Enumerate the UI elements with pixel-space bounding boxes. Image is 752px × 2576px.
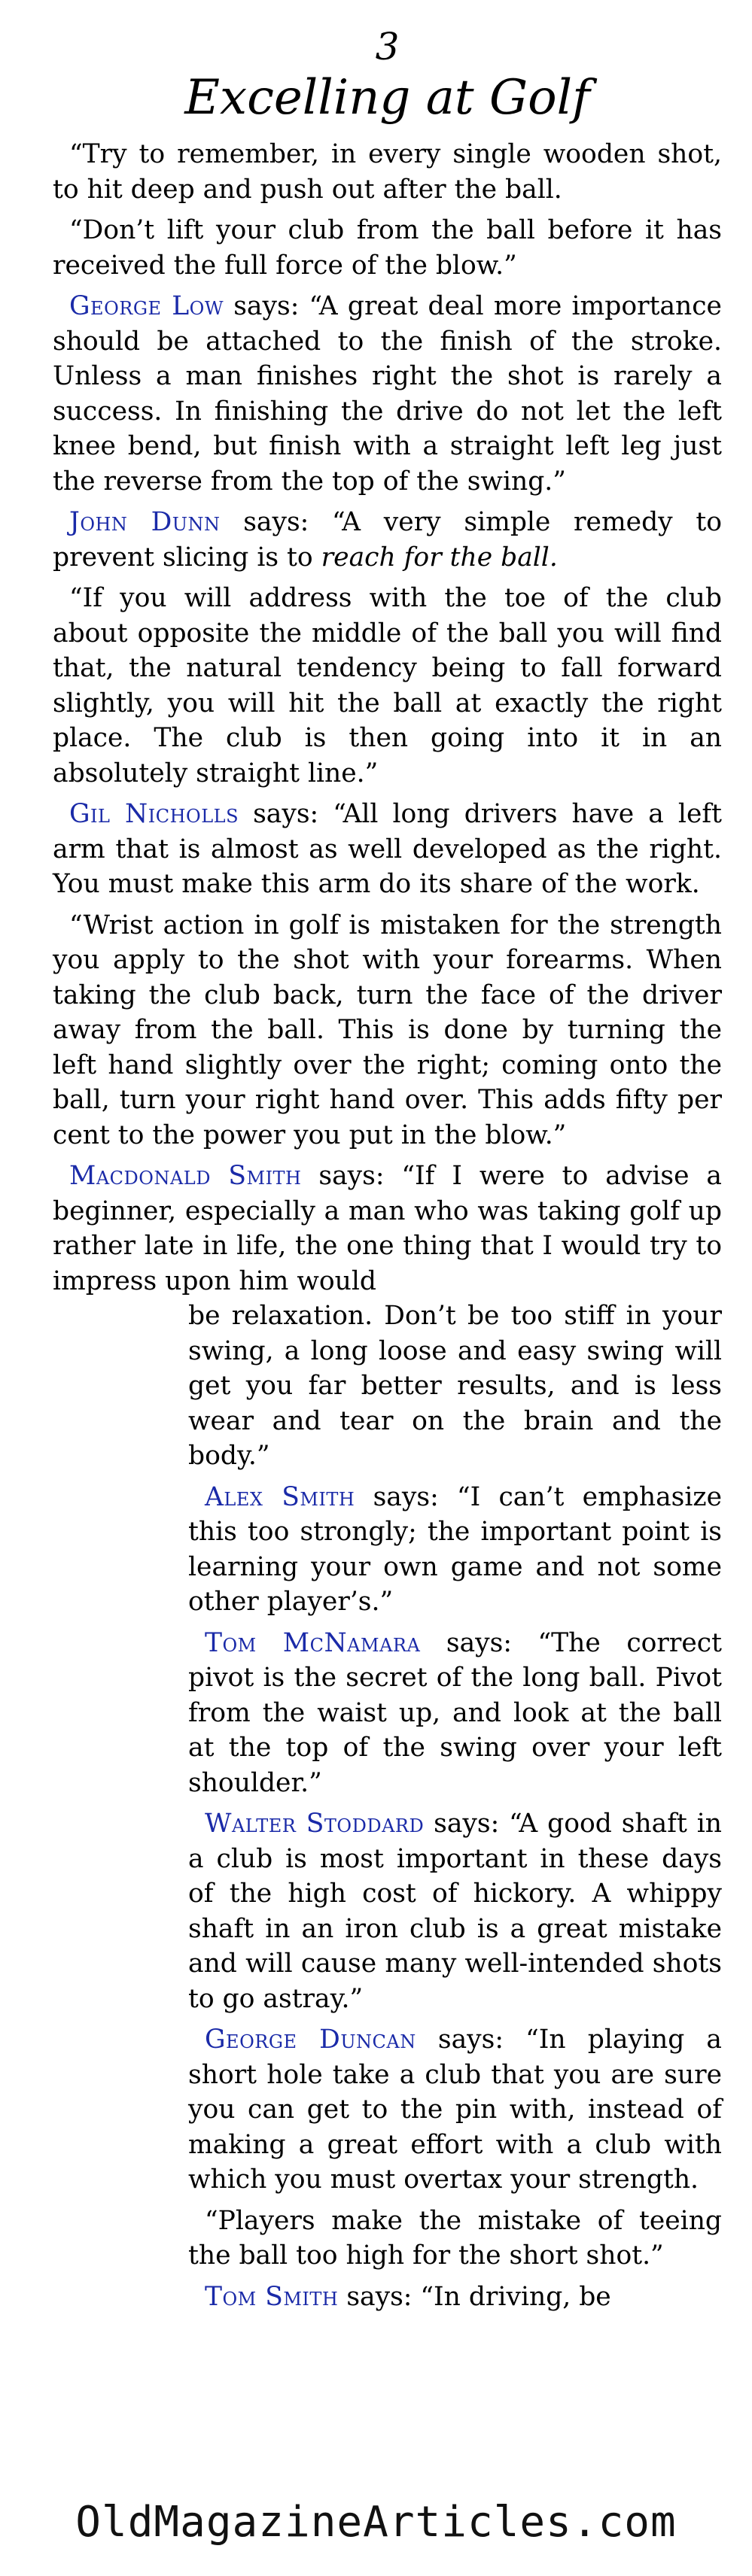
paragraph-text: “Players make the mistake of teeing the ball too high for the short shot.” [188,2205,722,2271]
speaker-name: George Low [69,291,224,321]
paragraph-text: says: “The correct pivot is the secret of the long ball. Pivot from the waist up, and look at the ball at the top of the swing over your left shoulder.” [188,1627,722,1798]
paragraph-text: says: “If I were to advise a beginner, especially a man who was taking golf up rather late in life, the one thing that I would try to impress upon him would [53,1161,722,1296]
paragraph-text: says: “I can’t emphasize this too strongly; the important point is learning your own game and not some other player’s.” [188,1481,722,1617]
paragraph [53,505,722,575]
paragraph-text: says: “In playing a short hole take a club that you are sure you can get to the pin with, instead of making a great effort with a club with which you must overtax your strength. [188,2025,722,2195]
speaker-name: George Duncan [205,2025,416,2055]
paragraph [188,2280,722,2315]
paragraph [53,289,722,499]
paragraph-text: says: “A great deal more importance should be attached to the finish of the stroke. Unless a man finishes right the shot is rarely a success. In finishing the drive do not let the left knee bend, but finish with a straight left leg just the reverse from the top of the swing.” [53,291,722,497]
paragraph-text: says: “A very simple remedy to prevent slicing is to [53,507,722,573]
paragraph [188,1480,722,1620]
paragraph-text: says: “All long drivers have a left arm that is almost as well developed as the right. You must make this arm do its share of the work. [53,799,722,899]
paragraph-text: “If you will address with the toe of the club about opposite the middle of the ball you will find that, the natural tendency being to fall forward slightly, you will hit the ball at exactly the right place. The club is then going into it in an absolutely straight line.” [53,583,722,788]
article-body-wide [53,137,722,1299]
site-footer[interactable]: OldMagazineArticles.com [75,2498,677,2547]
paragraph-text: be relaxation. Don’t be too stiff in your swing, a long loose and easy swing will get you far better results, and is less wear and tear on the brain and the body.” [188,1301,722,1471]
paragraph [53,1159,722,1299]
paragraph-text: “Wrist action in golf is mistaken for the strength you apply to the shot with your forearms. When taking the club back, turn the face of the driver away from the ball. This is done by turning the left hand slightly over the right; coming onto the ball, turn your right hand over. This adds fifty per cent to the power you put in the blow.” [53,910,722,1150]
paragraph-text: “Don’t lift your club from the ball before it has received the full force of the blow.” [53,215,722,281]
paragraph-text: says: “A good shaft in a club is most important in these days of the high cost of hickory. A whippy shaft in an iron club is a great mistake and will cause many well-intended shots to go astray.” [188,1809,722,2014]
paragraph [53,581,722,791]
paragraph [53,908,722,1153]
emphasis-text: reach for the ball. [321,542,558,573]
article-body-narrow [188,1299,722,2314]
paragraph [188,2022,722,2198]
paragraph [188,1806,722,2016]
paragraph [53,797,722,902]
speaker-name: John Dunn [69,507,221,537]
paragraph [188,2204,722,2274]
speaker-name: Macdonald Smith [69,1161,302,1191]
paragraph-text: says: “In driving, be [338,2281,611,2312]
speaker-name: Tom Smith [205,2281,339,2312]
speaker-name: Alex Smith [205,1481,355,1512]
speaker-name: Gil Nicholls [69,799,239,829]
page-number: 3 [375,25,400,68]
paragraph [188,1299,722,1474]
speaker-name: Tom McNamara [205,1627,421,1658]
paragraph [53,137,722,207]
speaker-name: Walter Stoddard [205,1809,425,1839]
paragraph [53,213,722,283]
paragraph [188,1626,722,1801]
article-title: Excelling at Golf [184,70,590,126]
paragraph-text: “Try to remember, in every single wooden shot, to hit deep and push out after the ball. [53,139,722,205]
